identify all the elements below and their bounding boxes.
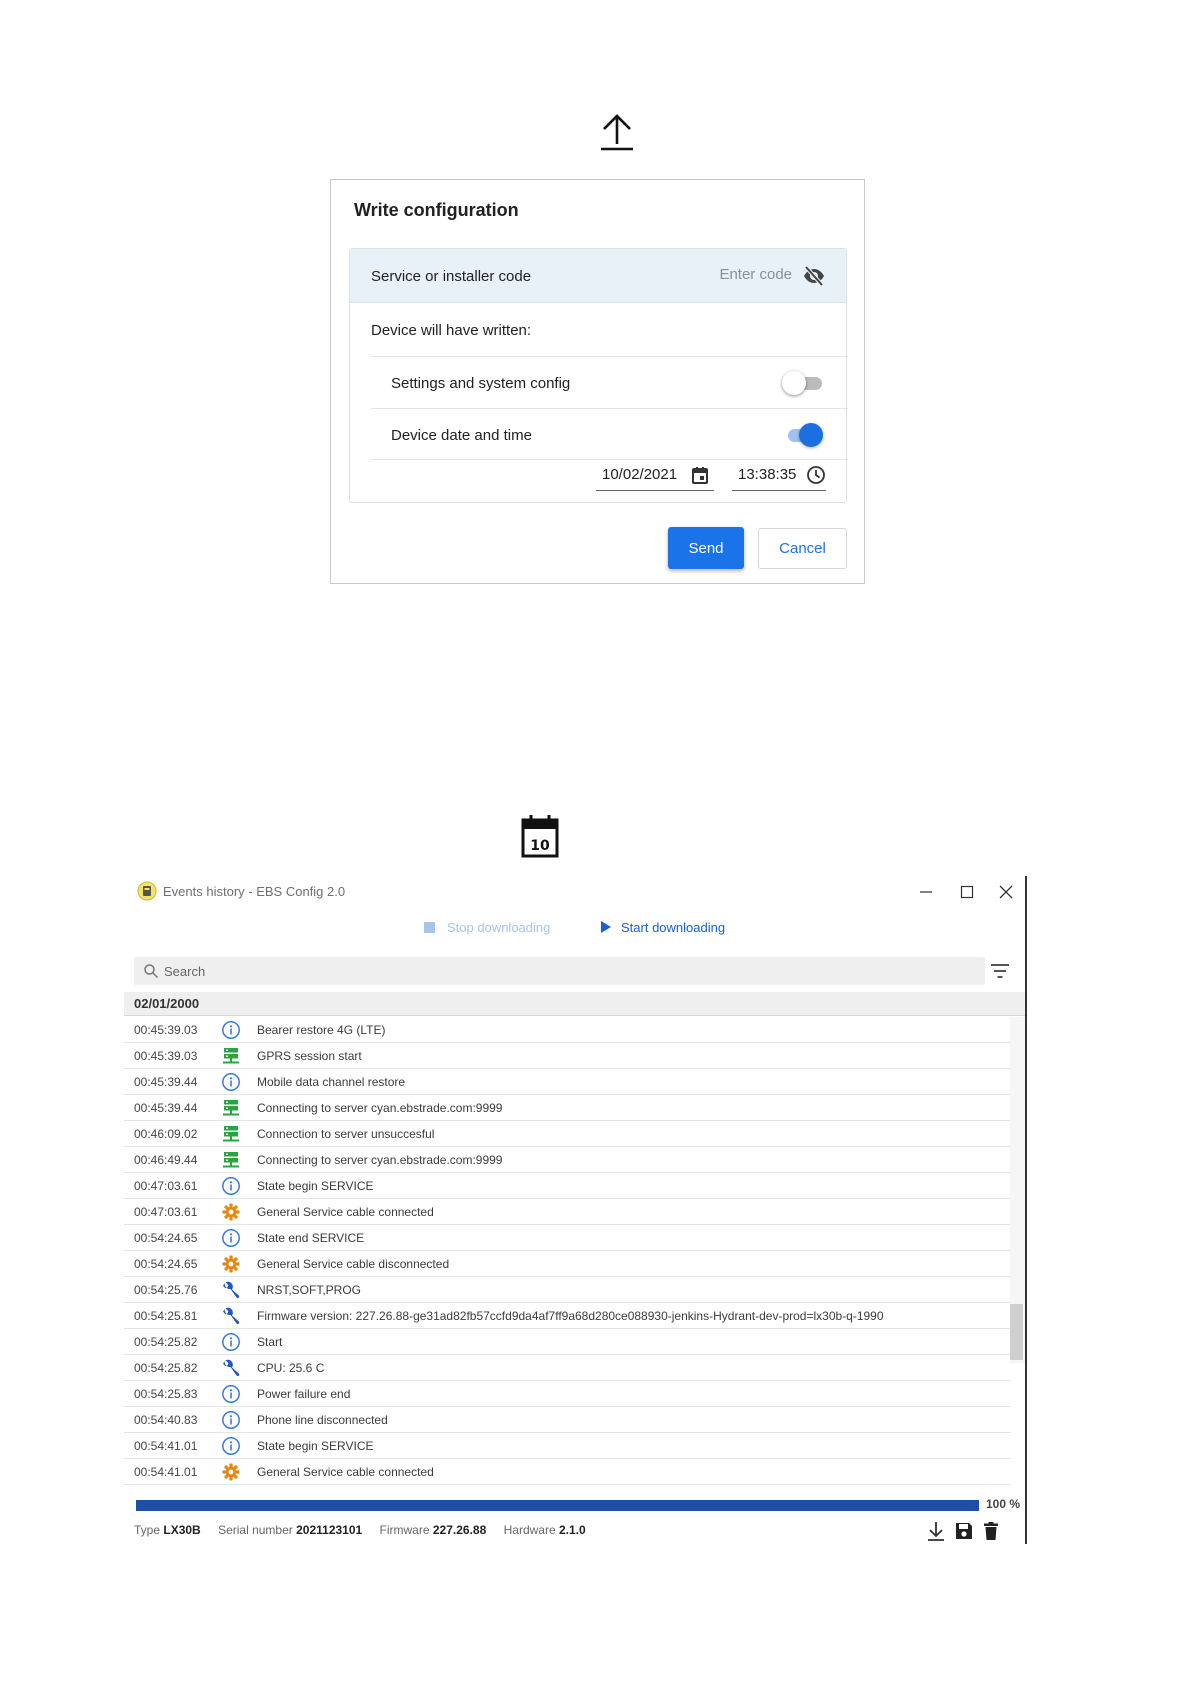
progress-fill [136,1500,979,1511]
option-settings-label: Settings and system config [391,375,571,392]
event-row[interactable] [124,1459,1011,1485]
option-datetime-row [371,408,848,460]
event-row[interactable] [124,1095,1011,1121]
event-text: CPU: 25.6 C [257,1361,325,1375]
info-icon [221,1332,241,1352]
filter-icon[interactable] [985,958,1015,984]
info-icon [221,1410,241,1430]
date-field[interactable] [596,461,714,491]
code-row [350,249,846,303]
written-label: Device will have written: [371,322,532,339]
events-list [124,1017,1011,1479]
event-row[interactable] [124,1225,1011,1251]
date-group-label: 02/01/2000 [134,996,200,1011]
event-time: 00:47:03.61 [134,1205,198,1219]
server-icon [221,1124,241,1144]
event-text: State end SERVICE [257,1231,365,1245]
calendar-small-icon [690,465,710,485]
event-time: 00:54:24.65 [134,1231,198,1245]
firmware-value: 227.26.88 [432,1523,487,1537]
toggle-knob [782,371,806,395]
event-text: General Service cable disconnected [257,1257,450,1271]
event-row[interactable] [124,1017,1011,1043]
event-row[interactable] [124,1303,1011,1329]
event-row[interactable] [124,1381,1011,1407]
code-input[interactable] [662,266,792,283]
event-row[interactable] [124,1407,1011,1433]
code-label: Service or installer code [371,268,532,285]
event-time: 00:54:41.01 [134,1465,198,1479]
config-panel [349,248,847,503]
info-icon [221,1072,241,1092]
event-text: Connecting to server cyan.ebstrade.com:9999 [257,1153,503,1167]
download-icon[interactable] [925,1520,947,1542]
toggle-knob [799,423,823,447]
event-row[interactable] [124,1277,1011,1303]
event-time: 00:54:25.82 [134,1335,198,1349]
info-icon [221,1228,241,1248]
wrench-icon [221,1306,241,1326]
server-icon [221,1098,241,1118]
event-row[interactable] [124,1251,1011,1277]
write-configuration-dialog [330,179,865,584]
svg-text:10: 10 [530,838,550,854]
event-row[interactable] [124,1199,1011,1225]
event-text: Start [257,1335,283,1349]
start-label: Start downloading [621,920,726,935]
event-row[interactable] [124,1433,1011,1459]
event-time: 00:54:25.82 [134,1361,198,1375]
progress-text: 100 % [985,1497,1020,1511]
search-bar [134,957,985,985]
close-icon[interactable] [989,880,1023,904]
event-row[interactable] [124,1043,1011,1069]
event-text: GPRS session start [257,1049,362,1063]
cancel-button[interactable]: Cancel [758,528,847,569]
event-time: 00:45:39.44 [134,1075,198,1089]
event-row[interactable] [124,1147,1011,1173]
download-toolbar [124,908,1025,948]
event-time: 00:45:39.44 [134,1101,198,1115]
stop-label: Stop downloading [447,920,551,935]
option-settings-row [371,356,848,408]
info-icon [221,1436,241,1456]
time-value: 13:38:35 [738,466,797,483]
server-icon [221,1150,241,1170]
event-text: Connecting to server cyan.ebstrade.com:9999 [257,1101,503,1115]
event-text: Connection to server unsuccesful [257,1127,435,1141]
event-row[interactable] [124,1329,1011,1355]
wrench-icon [221,1280,241,1300]
gear-icon [221,1462,241,1482]
serial-value: 2021123101 [296,1523,363,1537]
time-field[interactable] [732,461,826,491]
date-value: 10/02/2021 [602,466,678,483]
send-button[interactable]: Send [668,527,744,569]
event-row[interactable] [124,1069,1011,1095]
event-text: Phone line disconnected [257,1413,388,1427]
event-time: 00:54:25.76 [134,1283,198,1297]
search-icon [143,963,159,979]
event-row[interactable] [124,1173,1011,1199]
event-time: 00:45:39.03 [134,1049,198,1063]
event-time: 00:54:25.83 [134,1387,198,1401]
event-text: Mobile data channel restore [257,1075,406,1089]
hardware-value: 2.1.0 [558,1523,586,1537]
search-input[interactable] [164,961,964,981]
events-history-window [124,876,1027,1544]
firmware-label: Firmware [379,1523,430,1537]
event-time: 00:47:03.61 [134,1179,198,1193]
progress-bar [136,1500,979,1511]
type-label: Type [134,1523,161,1537]
hardware-label: Hardware [503,1523,556,1537]
dialog-title: Write configuration [354,200,519,220]
event-time: 00:54:24.65 [134,1257,198,1271]
server-icon [221,1046,241,1066]
event-time: 00:46:09.02 [134,1127,198,1141]
event-text: State begin SERVICE [257,1439,374,1453]
stop-icon [424,922,435,933]
wrench-icon [221,1358,241,1378]
gear-icon [221,1254,241,1274]
event-text: Firmware version: 227.26.88-ge31ad82fb57ccfd9da4af7ff9a68d280ce088930-jenkins-Hydrant-dev-prod=lx30b-q-1990 [257,1309,884,1323]
option-datetime-label: Device date and time [391,427,532,444]
event-time: 00:54:40.83 [134,1413,198,1427]
serial-label: Serial number [218,1523,293,1537]
event-text: State begin SERVICE [257,1179,374,1193]
datetime-toggle[interactable] [782,422,824,448]
gear-icon [221,1202,241,1222]
window-title: Events history - EBS Config 2.0 [163,884,346,899]
scrollbar-thumb[interactable] [1010,1304,1023,1360]
event-text: NRST,SOFT,PROG [257,1283,362,1297]
title-bar [124,876,1025,908]
eye-off-icon[interactable] [802,264,826,288]
date-group-header [124,992,1025,1016]
settings-toggle[interactable] [782,370,824,396]
event-text: General Service cable connected [257,1465,434,1479]
minimize-icon[interactable] [909,880,943,904]
type-value: LX30B [163,1523,201,1537]
event-text: Bearer restore 4G (LTE) [257,1023,386,1037]
event-row[interactable] [124,1355,1011,1381]
upload-icon [598,110,636,152]
event-time: 00:46:49.44 [134,1153,198,1167]
info-icon [221,1020,241,1040]
save-icon[interactable] [953,1520,975,1542]
app-logo-icon [137,881,157,901]
event-time: 00:54:25.81 [134,1309,198,1323]
info-icon [221,1176,241,1196]
event-time: 00:54:41.01 [134,1439,198,1453]
play-icon [601,921,611,933]
maximize-icon[interactable] [950,880,984,904]
event-row[interactable] [124,1121,1011,1147]
event-text: Power failure end [257,1387,351,1401]
event-text: General Service cable connected [257,1205,434,1219]
event-time: 00:45:39.03 [134,1023,198,1037]
trash-icon[interactable] [980,1520,1002,1542]
info-icon [221,1384,241,1404]
calendar-icon [520,813,560,859]
clock-icon [806,465,826,485]
status-bar [134,1523,600,1541]
